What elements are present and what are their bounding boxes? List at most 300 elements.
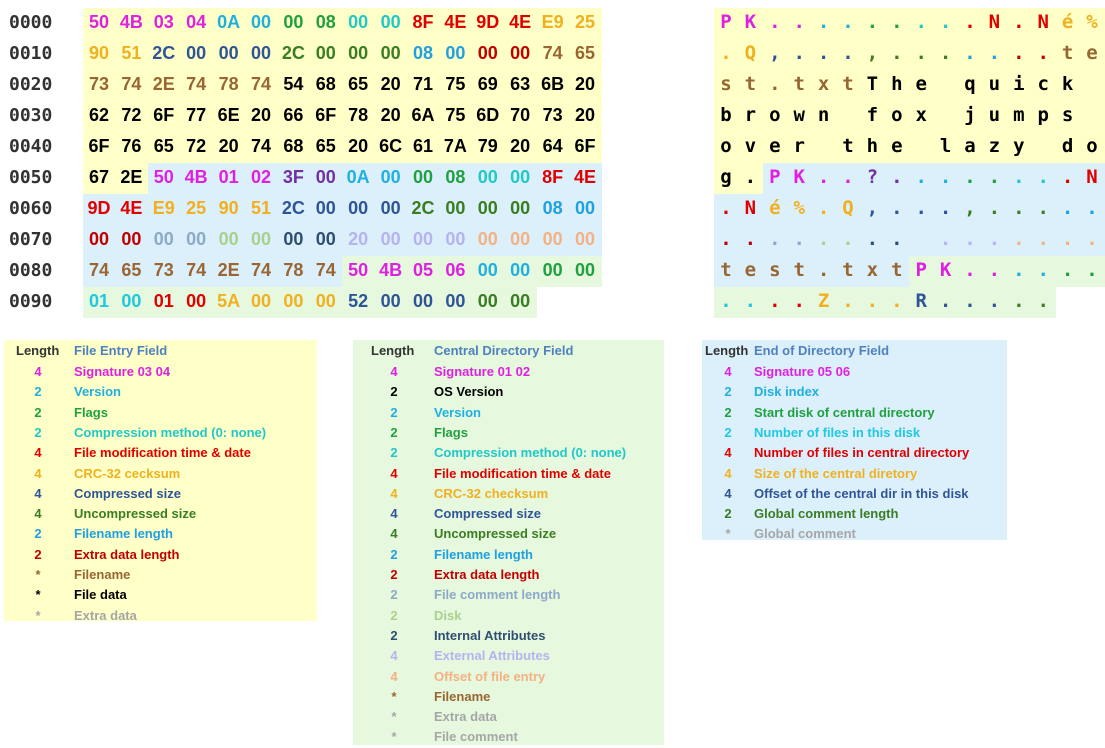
hex-byte: 00 [315, 291, 336, 311]
ascii-char: o [891, 104, 903, 126]
ascii-char: . [939, 228, 952, 250]
field-length: 4 [34, 364, 42, 379]
hex-byte: 00 [574, 198, 596, 218]
field-length: 4 [390, 668, 398, 684]
field-name: Disk index [754, 384, 820, 400]
hex-byte: 61 [412, 136, 434, 156]
hex-byte: 68 [283, 136, 304, 156]
hex-byte: 08 [542, 198, 563, 218]
ascii-char: s [720, 73, 732, 95]
hex-byte: 00 [250, 291, 272, 311]
ascii-char: . [891, 228, 903, 250]
field-name: Global comment [754, 526, 856, 542]
ascii-char: e [891, 135, 903, 157]
field-length: 2 [390, 404, 398, 420]
hex-byte: 20 [348, 136, 369, 156]
hex-byte: 2E [152, 74, 175, 94]
hex-byte: 52 [348, 291, 369, 311]
ascii-char: . [1013, 166, 1025, 188]
ascii-char: e [915, 73, 927, 95]
field-name: Extra data [74, 607, 137, 623]
hex-byte: 68 [315, 74, 336, 94]
ascii-char: . [939, 290, 952, 312]
hex-byte: 79 [477, 136, 498, 156]
field-length: 4 [724, 364, 732, 379]
ascii-char: N [1086, 166, 1098, 188]
field-name: Compression method (0: none) [434, 445, 627, 461]
hex-offset-label: 0070 [9, 229, 53, 250]
ascii-char: . [939, 11, 952, 33]
ascii-char: . [891, 42, 903, 64]
field-length: 4 [724, 485, 732, 501]
field-length: 2 [34, 424, 42, 440]
hex-byte: 00 [348, 12, 369, 32]
hex-byte: 00 [88, 229, 110, 249]
ascii-char: . [1086, 197, 1098, 219]
ascii-char: e [1086, 42, 1098, 64]
hex-byte: 8F [412, 12, 434, 32]
field-name: Filename length [74, 526, 173, 542]
hex-byte: 20 [574, 74, 596, 94]
hex-byte: 00 [445, 229, 466, 249]
ascii-char: t [720, 259, 732, 281]
ascii-char: , [866, 197, 879, 219]
hex-byte: 00 [186, 43, 207, 63]
ascii-char: . [988, 228, 1001, 250]
ascii-char: . [817, 11, 830, 33]
ascii-char: . [1037, 290, 1049, 312]
hex-byte: 00 [348, 43, 369, 63]
ascii-char: s [1061, 104, 1074, 126]
field-length: 2 [34, 404, 42, 420]
hex-byte: 72 [121, 105, 142, 125]
hex-byte: 00 [445, 43, 466, 63]
hex-byte: 00 [283, 12, 304, 32]
field-name: Start disk of central directory [754, 404, 935, 420]
field-name: Signature 05 06 [754, 364, 851, 379]
hex-byte: 70 [510, 105, 531, 125]
hex-byte: 63 [510, 74, 531, 94]
ascii-char: x [866, 259, 879, 281]
hex-byte: 01 [88, 291, 110, 311]
ascii-char: . [964, 11, 976, 33]
ascii-char: . [866, 11, 879, 33]
hex-byte: 08 [445, 167, 466, 187]
hex-byte: 2C [152, 43, 176, 63]
ascii-char: x [817, 73, 830, 95]
hex-offset-label: 0060 [9, 198, 53, 219]
hex-byte: 6A [411, 105, 435, 125]
ascii-char: . [964, 42, 976, 64]
hex-byte: 20 [380, 105, 401, 125]
ascii-char: . [866, 228, 879, 250]
hex-byte: 73 [542, 105, 563, 125]
end-length-header: Length [705, 343, 749, 358]
ascii-char: l [939, 135, 952, 157]
ascii-char: . [988, 290, 1001, 312]
field-name: Uncompressed size [74, 506, 197, 522]
hex-byte: 6F [88, 136, 110, 156]
field-name: Disk [434, 607, 462, 623]
hex-byte: E9 [152, 198, 175, 218]
field-length: 2 [390, 384, 398, 400]
field-length: 4 [390, 648, 398, 664]
hex-byte: 74 [88, 260, 110, 280]
hex-byte: 0A [346, 167, 370, 187]
ascii-char: K [793, 166, 805, 188]
hex-byte: 8F [542, 167, 564, 187]
hex-byte: 00 [380, 167, 401, 187]
hex-byte: 6F [574, 136, 596, 156]
ascii-char: . [793, 11, 805, 33]
hex-byte: 00 [380, 43, 401, 63]
hex-byte: 00 [510, 291, 531, 311]
field-length: * [725, 526, 731, 542]
ascii-char: q [964, 73, 976, 95]
hex-byte: 00 [121, 229, 142, 249]
field-name: OS Version [434, 384, 504, 400]
hex-offset-label: 0050 [9, 167, 53, 188]
field-length: 4 [34, 485, 42, 501]
hex-byte: 00 [283, 229, 304, 249]
hex-byte: 74 [250, 74, 272, 94]
ascii-char: . [744, 290, 757, 312]
field-length: * [35, 567, 41, 582]
ascii-char: . [720, 228, 732, 250]
ascii-char: . [842, 11, 854, 33]
hex-byte: 20 [218, 136, 239, 156]
ascii-char: . [1013, 290, 1025, 312]
ascii-char: N [988, 11, 1001, 33]
ascii-char: r [793, 135, 805, 157]
hex-byte: 00 [250, 12, 272, 32]
ascii-char: . [915, 197, 927, 219]
ascii-char: t [793, 73, 805, 95]
hex-byte: 74 [186, 74, 207, 94]
field-name: CRC-32 checksum [434, 485, 549, 501]
hex-byte: 00 [510, 43, 531, 63]
hex-byte: 4B [379, 260, 403, 280]
hex-byte: 04 [186, 12, 207, 32]
ascii-char: . [1013, 259, 1025, 281]
ascii-cell-bg [812, 132, 837, 163]
ascii-char: . [817, 42, 830, 64]
ascii-char: P [720, 11, 732, 33]
hex-byte: 00 [218, 229, 239, 249]
ascii-char: . [1037, 42, 1049, 64]
field-name: File modification time & date [434, 465, 611, 481]
ascii-char: . [1037, 228, 1049, 250]
hex-byte: 20 [348, 229, 369, 249]
ascii-char: . [964, 290, 976, 312]
ascii-char: . [1037, 197, 1049, 219]
hex-byte: 6E [217, 105, 240, 125]
field-length: * [391, 688, 397, 704]
hex-byte: 51 [250, 198, 272, 218]
field-name: Extra data length [74, 546, 180, 562]
field-name: Global comment length [754, 506, 899, 522]
ascii-char: . [1013, 42, 1025, 64]
hex-byte: 00 [477, 260, 498, 280]
ascii-cell-bg [934, 70, 959, 101]
hex-byte: 00 [510, 167, 531, 187]
hex-byte: 65 [153, 136, 174, 156]
hex-byte: 6C [379, 136, 403, 156]
field-length: 4 [34, 506, 42, 522]
ascii-cell-bg [1080, 70, 1105, 101]
ascii-char: . [988, 259, 1001, 281]
field-length: 4 [34, 465, 42, 481]
field-name: Filename length [434, 546, 533, 562]
field-name: Internal Attributes [434, 627, 546, 643]
ascii-char: . [866, 290, 879, 312]
hex-byte: 5A [217, 291, 241, 311]
ascii-char: t [744, 73, 757, 95]
field-length: 2 [724, 424, 732, 440]
hex-byte: 67 [88, 167, 110, 187]
ascii-char: . [817, 228, 830, 250]
hex-byte: 08 [315, 12, 336, 32]
hex-byte: 6F [153, 105, 175, 125]
hex-byte: 75 [445, 105, 466, 125]
ascii-char: . [891, 290, 903, 312]
ascii-char: . [988, 197, 1001, 219]
field-name: Offset of the central dir in this disk [754, 485, 969, 501]
ascii-char: . [769, 73, 781, 95]
file-entry-length-header: Length [16, 343, 60, 358]
ascii-char: . [817, 259, 830, 281]
ascii-char: o [769, 104, 781, 126]
ascii-char: u [988, 73, 1001, 95]
ascii-char: . [915, 42, 927, 64]
ascii-char: é [769, 197, 781, 219]
hex-byte: 72 [186, 136, 207, 156]
hex-byte: 74 [186, 260, 207, 280]
hex-byte: 4B [184, 167, 208, 187]
field-length: 2 [390, 546, 398, 562]
ascii-char: . [891, 166, 903, 188]
field-name: Version [74, 384, 121, 400]
hex-byte: 51 [121, 43, 142, 63]
hex-byte: 00 [283, 291, 304, 311]
field-length: 4 [390, 465, 398, 481]
hex-byte: 50 [153, 167, 174, 187]
hex-byte: 00 [477, 291, 498, 311]
hex-byte: 65 [348, 74, 369, 94]
ascii-char: . [939, 197, 952, 219]
field-length: * [35, 607, 41, 623]
field-name: Compression method (0: none) [74, 424, 267, 440]
hex-byte: 76 [121, 136, 142, 156]
field-length: 2 [724, 404, 732, 420]
ascii-char: . [1037, 166, 1049, 188]
ascii-char: x [915, 104, 927, 126]
hex-byte: 00 [445, 198, 466, 218]
ascii-char: , [769, 42, 781, 64]
ascii-char: t [842, 259, 854, 281]
ascii-char: é [1061, 11, 1074, 33]
ascii-char: . [769, 228, 781, 250]
hex-byte: 00 [250, 229, 272, 249]
hex-byte: 00 [380, 12, 401, 32]
field-length: 2 [34, 384, 42, 400]
hex-byte: 00 [380, 229, 401, 249]
ascii-char: . [891, 11, 903, 33]
hex-byte: 25 [186, 198, 207, 218]
hex-byte: 00 [348, 198, 369, 218]
hex-byte: 4B [119, 12, 143, 32]
field-name: Size of the central diretory [754, 465, 918, 481]
field-length: 2 [724, 384, 732, 400]
field-length: 4 [390, 506, 398, 522]
hex-byte: 78 [348, 105, 369, 125]
ascii-char: w [793, 104, 805, 126]
hex-byte: 2E [120, 167, 143, 187]
ascii-char: . [769, 290, 781, 312]
field-length: * [35, 587, 41, 603]
field-length: 2 [390, 445, 398, 461]
ascii-char: K [744, 11, 757, 33]
ascii-char: . [793, 42, 805, 64]
field-name: Version [434, 404, 481, 420]
ascii-char: . [939, 42, 952, 64]
hex-byte: 00 [477, 167, 498, 187]
hex-byte: 00 [445, 291, 466, 311]
field-name: Number of files in this disk [754, 424, 921, 440]
ascii-char: k [1061, 73, 1074, 95]
hex-byte: 90 [218, 198, 239, 218]
ascii-char: . [842, 42, 854, 64]
ascii-char: Q [744, 42, 757, 64]
ascii-char: P [915, 259, 927, 281]
hex-byte: 00 [315, 167, 336, 187]
ascii-char: . [842, 290, 854, 312]
field-name: Filename [74, 567, 131, 582]
ascii-char: e [744, 259, 757, 281]
hex-byte: 02 [250, 167, 272, 187]
ascii-char: g [720, 166, 732, 188]
field-length: 4 [390, 485, 398, 501]
ascii-char: . [988, 166, 1001, 188]
hex-byte: 20 [380, 74, 401, 94]
hex-byte: 9D [87, 198, 111, 218]
ascii-char: j [964, 104, 976, 126]
hex-byte: 00 [121, 291, 142, 311]
file-entry-table [4, 340, 317, 621]
ascii-cell-bg [1031, 132, 1056, 163]
ascii-cell-bg [934, 101, 959, 132]
hex-byte: 2C [281, 198, 305, 218]
hex-byte: 65 [121, 260, 142, 280]
hex-byte: 08 [412, 43, 434, 63]
field-name: Compressed size [74, 485, 181, 501]
hex-byte: 50 [348, 260, 369, 280]
ascii-char: . [842, 166, 854, 188]
hex-byte: 54 [283, 74, 304, 94]
hex-byte: 6B [541, 74, 565, 94]
ascii-char: , [866, 42, 879, 64]
hex-byte: 66 [283, 105, 304, 125]
hex-byte: 74 [315, 260, 336, 280]
ascii-char: N [1037, 11, 1049, 33]
ascii-char: h [866, 135, 879, 157]
field-name: Flags [434, 424, 468, 440]
hex-byte: 00 [186, 229, 207, 249]
hex-byte: 00 [510, 260, 531, 280]
hex-offset-label: 0020 [9, 74, 53, 95]
end-of-directory-table [702, 340, 1007, 540]
ascii-char: o [1086, 135, 1098, 157]
ascii-char: . [744, 228, 757, 250]
ascii-char: s [769, 259, 781, 281]
hex-byte: 74 [250, 136, 272, 156]
ascii-char: . [988, 42, 1001, 64]
hex-offset-label: 0090 [9, 291, 53, 312]
hex-offset-label: 0030 [9, 105, 53, 126]
field-name: Signature 01 02 [434, 364, 531, 379]
hex-byte: 01 [153, 291, 174, 311]
ascii-char: R [915, 290, 927, 312]
hex-byte: 06 [445, 260, 466, 280]
ascii-char: c [1037, 73, 1049, 95]
field-length: 2 [34, 546, 42, 562]
end-field-header: End of Directory Field [754, 343, 890, 358]
field-length: 4 [390, 364, 398, 379]
hex-byte: 20 [574, 105, 596, 125]
hex-byte: 00 [542, 229, 563, 249]
hex-byte: 01 [218, 167, 239, 187]
field-name: Offset of file entry [434, 668, 546, 684]
hex-byte: 90 [88, 43, 110, 63]
field-length: 2 [390, 607, 398, 623]
ascii-char: i [1013, 73, 1025, 95]
hex-byte: 05 [412, 260, 434, 280]
ascii-char: p [1037, 104, 1049, 126]
hex-byte: E9 [541, 12, 564, 32]
ascii-char: . [720, 290, 732, 312]
field-length: 4 [34, 445, 42, 461]
hex-byte: 69 [477, 74, 498, 94]
ascii-char: t [1061, 42, 1074, 64]
ascii-char: a [964, 135, 976, 157]
hex-byte: 00 [574, 229, 596, 249]
ascii-char: m [1013, 104, 1025, 126]
central-directory-table [353, 340, 664, 745]
ascii-char: Q [842, 197, 854, 219]
field-name: Uncompressed size [434, 526, 557, 542]
hex-byte: 7A [443, 136, 467, 156]
hex-byte: 78 [283, 260, 304, 280]
field-name: External Attributes [434, 648, 550, 664]
hex-byte: 74 [250, 260, 272, 280]
ascii-char: . [817, 197, 830, 219]
hex-byte: 78 [218, 74, 239, 94]
ascii-char: . [1013, 11, 1025, 33]
field-name: Filename [434, 688, 491, 704]
ascii-char: h [891, 73, 903, 95]
ascii-cell-bg [909, 225, 934, 256]
hex-byte: 20 [250, 105, 272, 125]
ascii-char: . [1013, 228, 1025, 250]
hex-byte: 00 [574, 260, 596, 280]
hex-byte: 9D [476, 12, 500, 32]
field-length: 2 [390, 587, 398, 603]
ascii-char: ? [866, 166, 879, 188]
hex-byte: 00 [250, 43, 272, 63]
field-name: Extra data length [434, 567, 540, 582]
hex-byte: 0A [217, 12, 241, 32]
hex-byte: 00 [153, 229, 174, 249]
